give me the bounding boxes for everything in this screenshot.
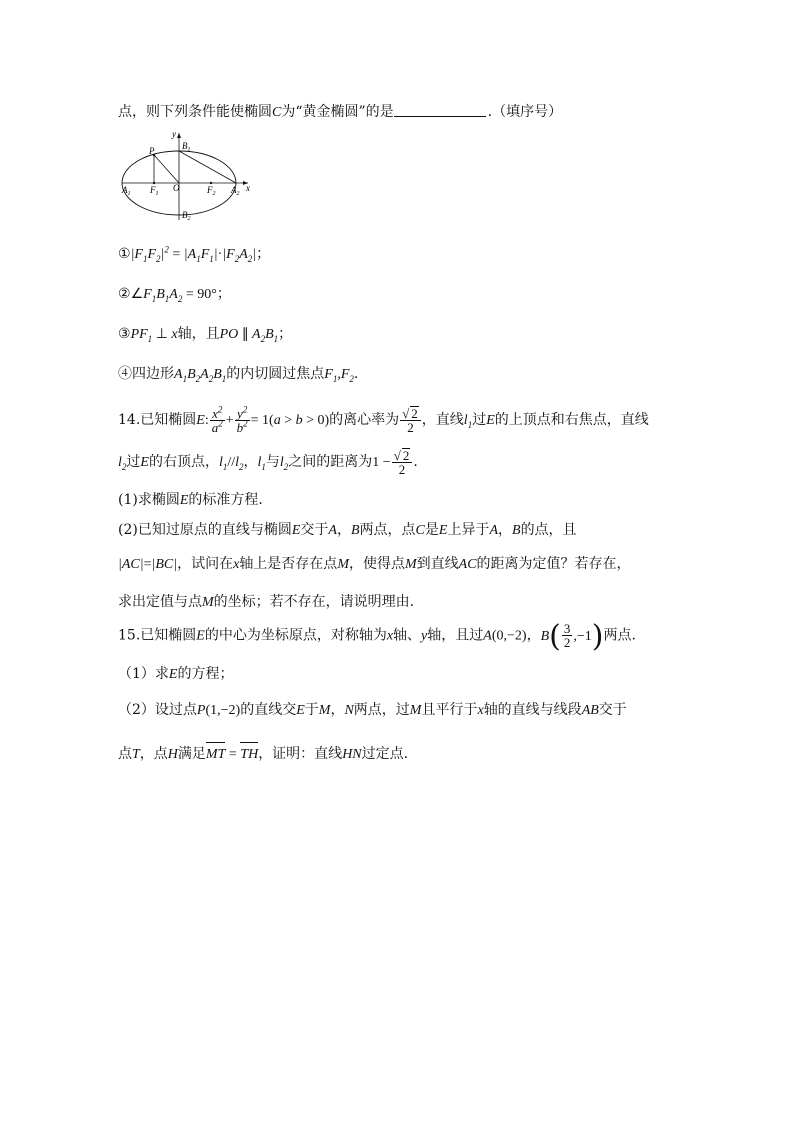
var-x: x	[167, 327, 178, 342]
var-E: E	[196, 413, 205, 428]
frac-y2-b2: $\frac{y^2}{b^2}$	[236, 404, 248, 435]
var-E-4: E	[179, 493, 189, 508]
q14-p2-text-10: 到直线	[416, 556, 459, 572]
var-H: H	[167, 747, 178, 762]
q14-p2-text-12: 求出定值与点	[118, 594, 202, 610]
q14-part-2a	[118, 520, 577, 541]
var-E-5: E	[291, 523, 301, 538]
q15-p3-text-3: 满足	[177, 746, 206, 762]
var-AC: AC	[458, 557, 477, 572]
var-l1-b: $l_1$	[257, 455, 266, 472]
ellipse-figure	[118, 128, 258, 226]
point-B-tail: ,−1)	[573, 618, 604, 654]
segment-PO	[154, 155, 179, 183]
var-x-4: x	[477, 703, 484, 718]
frac-x2-a2: $\frac{x^2}{a^2}$	[211, 404, 223, 435]
frac-3-2: $\frac{3}{2}$	[563, 621, 571, 650]
q15-part-2a	[118, 700, 627, 721]
perp-symbol: ⊥	[155, 327, 168, 342]
q14-text-5: 的上顶点和右焦点，直线	[494, 412, 649, 428]
label-F2: $F_2$	[207, 185, 216, 197]
condition-1-num: ①	[118, 246, 131, 262]
q14-text-4: 过	[472, 412, 487, 428]
q15-text: 已知椭圆	[140, 627, 197, 644]
q14-part-2c	[118, 592, 414, 613]
q14-p2-text-13: 的坐标；若不存在，请说明理由.	[213, 594, 415, 610]
q15-p2-text-5: 且平行于	[421, 702, 478, 718]
var-AB: A，B	[328, 523, 360, 538]
var-AB-3: AB	[581, 703, 599, 718]
distance-expr: 1 −	[372, 455, 391, 470]
q15-p2-text-2: 的直线交	[240, 702, 297, 718]
q14-text-7: 的右顶点，	[148, 454, 219, 470]
condition-4-quad: $A_1B_2A_2B_1$	[174, 367, 227, 384]
condition-2-tail: ；	[216, 286, 231, 302]
label-B1: $B_1$	[182, 141, 191, 153]
parallel-expr: $l_1//l_2$	[218, 455, 244, 472]
segment-B1A2	[179, 151, 236, 183]
q14-text-10: 之间的距离为	[288, 454, 373, 470]
var-l1: $l_1$	[463, 413, 473, 430]
vector-eq: MT = TH	[206, 747, 258, 762]
var-E-2: E	[486, 413, 495, 428]
q15-text-2: 的中心为坐标原点，对称轴为	[204, 627, 387, 644]
q14-text-11: .	[413, 454, 418, 470]
condition-4-tail: .	[353, 366, 359, 382]
var-y: y	[421, 628, 428, 644]
var-MN: M，N	[318, 703, 354, 718]
point-P-expr: P(1,−2)	[196, 703, 241, 718]
condition-3-expr-a: $PF_1$	[130, 327, 153, 344]
q14-p2-text-9: ，使得点	[348, 556, 405, 572]
q14-p2-text-2: 交于	[300, 522, 329, 538]
var-x-3: x	[386, 628, 394, 644]
condition-1-expr: $|F_1F_2|^2 = |A_1F_1|\cdot|F_2A_2|$	[130, 244, 257, 264]
q14-p2-text-4: 是	[424, 522, 439, 538]
q14-number: 14.	[118, 412, 141, 428]
condition-4	[118, 364, 358, 385]
frac-sqrt2-2-b: $\frac{√ 2}{2}$	[392, 448, 413, 476]
var-M-4: M	[409, 703, 422, 718]
condition-4-num: ④	[118, 366, 132, 382]
q15-part-1	[118, 664, 233, 685]
var-M-2: M	[404, 557, 417, 572]
q14-line-2	[118, 448, 418, 476]
q14-p1-text: (1)求椭圆	[118, 492, 180, 508]
q14-text-9: 与	[265, 454, 280, 470]
var-E-8: E	[168, 667, 178, 682]
q14-p2-text-3: 两点，点	[359, 522, 416, 538]
q15-p2-text-3: 于	[304, 702, 319, 718]
q15-p2-text-6: 轴的直线与线段	[483, 702, 582, 718]
condition-3	[118, 324, 292, 345]
condition-4-foci: $F_1,F_2$	[324, 367, 354, 384]
q15-text-5: ，	[526, 627, 541, 644]
var-E-3: E	[140, 455, 149, 470]
intro-text: 点，则下列条件能使椭圆	[118, 104, 272, 120]
var-E-6: E	[438, 523, 448, 538]
q15-p3-text-5: 过定点.	[361, 746, 409, 762]
condition-3-expr-b: PO ∥ $A_2B_1$	[219, 327, 279, 344]
condition-3-num: ③	[118, 326, 131, 342]
intro-text-2: 为“黄金椭圆”的是	[281, 104, 394, 120]
q14-p2-text: (2)已知过原点的直线与椭圆	[118, 522, 292, 538]
condition-2	[118, 284, 231, 305]
condition-3-text: 轴，且	[177, 326, 220, 342]
label-y: y	[172, 129, 176, 139]
var-HN: HN	[342, 747, 362, 762]
q14-text-6: 过	[126, 454, 141, 470]
var-C: C	[415, 523, 425, 538]
q15-p2-text-4: 两点，过	[353, 702, 410, 718]
condition-4-text-2: 的内切圆过焦点	[226, 366, 325, 382]
condition-2-expr: $\angle F_1B_1A_2 = 90^\circ$	[130, 287, 217, 304]
q15-p3-text-2: ，点	[139, 746, 168, 762]
q15-text-3: 轴、	[393, 627, 422, 644]
point-B-expr: B(	[540, 618, 561, 654]
y-axis-arrow-icon	[177, 133, 181, 138]
ellipse-var: C	[272, 105, 282, 120]
answer-blank[interactable]	[394, 103, 486, 117]
label-x: x	[246, 183, 250, 193]
q14-p2-text-11: 的距离为定值？若存在，	[476, 556, 631, 572]
frac-sqrt2-2: $\frac{√ 2}{2}$	[400, 406, 421, 434]
condition-4-text: 四边形	[132, 366, 174, 382]
q14-p2-text-5: 上异于	[447, 522, 490, 538]
q14-part-2b	[118, 554, 631, 575]
q15-p3-text: 点	[118, 746, 132, 762]
q15-part-2b	[118, 744, 408, 765]
label-A1: $A_1$	[122, 185, 131, 197]
point-A-expr: A(0,−2)	[483, 628, 527, 644]
var-M: M	[337, 557, 349, 572]
q14-p2-text-8: 轴上是否存在点	[239, 556, 338, 572]
condition-3-tail: ；	[278, 326, 293, 342]
intro-line	[118, 102, 562, 123]
q15-text-4: 轴，且过	[427, 627, 484, 644]
condition-1-tail: ；	[256, 246, 271, 262]
condition-2-num: ②	[118, 286, 131, 302]
label-O: O	[173, 183, 180, 193]
ac-bc-expr: |AC|=|BC|	[118, 557, 178, 572]
var-T: T	[132, 747, 140, 762]
q14-text-2: 的离心率为	[329, 412, 400, 428]
q15-p1-text-2: 的方程；	[177, 666, 234, 682]
label-P: P	[149, 146, 155, 156]
q14-p2-text-6: 的点，且	[520, 522, 577, 538]
label-B2: $B_2$	[182, 210, 191, 222]
var-l2: $l_2$	[118, 455, 127, 472]
q15-p2-text: （2）设过点	[118, 702, 197, 718]
q15-p1-text: （1）求	[118, 666, 169, 682]
q14-line-1: 14.已知椭圆E: $\frac{x^2}{a^2}$ + $\frac{y^2}{b^2}$ = 1(a > b > 0)的离心率为 $\frac{√ 2}{2}$ ，直线$l_1$过E的上顶点和右焦点，直线	[118, 404, 649, 435]
var-E-7: E	[196, 628, 205, 644]
q14-text: 已知椭圆	[140, 412, 197, 428]
var-x-2: x	[233, 557, 240, 572]
condition-1	[118, 244, 270, 265]
label-A2: $A_2$	[231, 185, 240, 197]
q15-text-6: 两点.	[603, 627, 636, 644]
q15-number: 15.	[118, 627, 141, 644]
q14-text-3: ，直线	[421, 412, 464, 428]
label-F1: $F_1$	[150, 185, 159, 197]
var-l2-b: $l_2$	[279, 455, 289, 472]
q14-part-1	[118, 490, 263, 511]
q15-p3-text-4: ，证明：直线	[258, 746, 343, 762]
var-E-9: E	[296, 703, 305, 718]
q14-p2-text-7: ，试问在	[177, 556, 234, 572]
intro-tail: .（填序号）	[487, 104, 563, 120]
point-F2	[210, 182, 212, 184]
q14-p1-text-2: 的标准方程.	[188, 492, 263, 508]
q15-line-1	[118, 618, 636, 654]
var-M-3: M	[202, 595, 214, 610]
q14-text-8: ，	[243, 454, 258, 470]
var-AB-2: A，B	[489, 523, 521, 538]
q15-p2-text-7: 交于	[598, 702, 627, 718]
point-F1	[153, 182, 155, 184]
